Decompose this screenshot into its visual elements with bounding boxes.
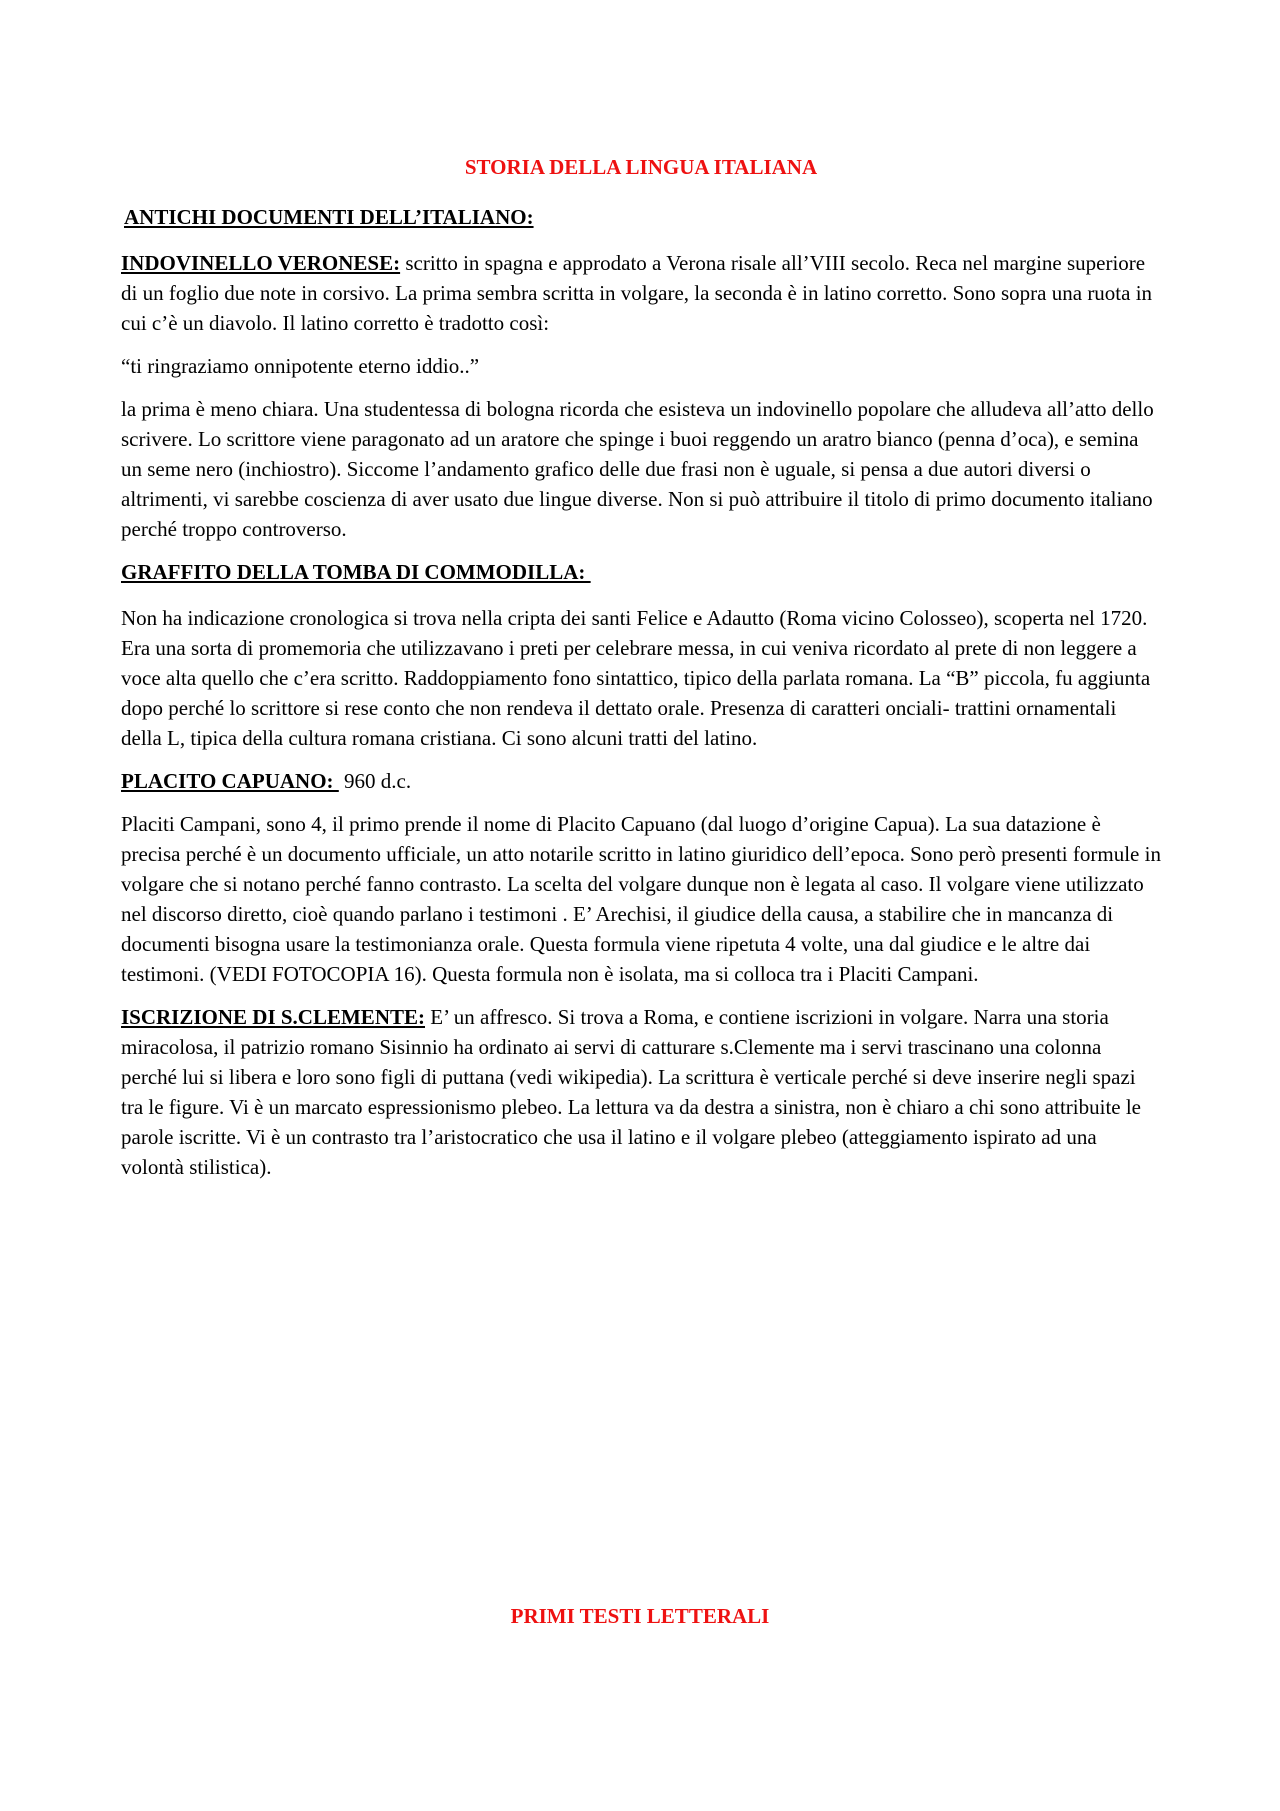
next-section-title: PRIMI TESTI LETTERALI [510, 1604, 770, 1628]
indovinello-paragraph [121, 248, 1161, 338]
indovinello-text: scritto in spagna e approdato a Verona risale all’VIII secolo. Reca nel margine superiore di un foglio due note in corsivo. La prima sembra scritta in volgare, la seconda è in latino corretto. Sono sopra una ruota in cui c’è un diavolo. Il latino corretto è tradotto così: [121, 251, 1153, 335]
placito-date: 960 d.c. [338, 769, 412, 793]
placito-paragraph: Placiti Campani, sono 4, il primo prende il nome di Placito Capuano (dal luogo d’origine Capua). La sua datazione è precisa perché è un documento ufficiale, un atto notarile scritto in latino giuridico dell’epoca. Sono però presenti formule in volgare che si notano perché fanno contrasto. La scelta del volgare dunque non è legata al caso. Il volgare viene utilizzato nel discorso diretto, cioè quando parlano i testimoni . E’ Arechisi, il giudice della causa, a stabilire che in mancanza di documenti bisogna usare la testimonianza orale. Questa formula viene ripetuta 4 volte, una dal giudice e le altre dai testimoni. (VEDI FOTOCOPIA 16). Questa formula non è isolata, ma si colloca tra i Placiti Campani. [121, 812, 1161, 986]
iscrizione-paragraph [121, 1002, 1161, 1182]
placito-label: PLACITO CAPUANO: [121, 769, 339, 793]
graffito-heading: GRAFFITO DELLA TOMBA DI COMMODILLA: [121, 560, 591, 584]
document-title: STORIA DELLA LINGUA ITALIANA [464, 155, 818, 179]
indovinello-quote: “ti ringraziamo onnipotente eterno iddio..” [121, 354, 480, 378]
iscrizione-label: ISCRIZIONE DI S.CLEMENTE: [121, 1005, 425, 1029]
document-body [121, 152, 1161, 1195]
indovinello-label: INDOVINELLO VERONESE: [121, 251, 401, 275]
section-heading: ANTICHI DOCUMENTI DELL’ITALIANO: [124, 205, 534, 229]
graffito-paragraph: Non ha indicazione cronologica si trova nella cripta dei santi Felice e Adautto (Roma vicino Colosseo), scoperta nel 1720. Era una sorta di promemoria che utilizzavano i preti per celebrare messa, in cui veniva ricordato al prete di non leggere a voce alta quello che c’era scritto. Raddoppiamento fono sintattico, tipico della parlata romana. La “B” piccola, fu aggiunta dopo perché lo scrittore si rese conto che non rendeva il dettato orale. Presenza di caratteri onciali- trattini ornamentali della L, tipica della cultura romana cristiana. Ci sono alcuni tratti del latino. [121, 606, 1151, 750]
iscrizione-text: E’ un affresco. Si trova a Roma, e contiene iscrizioni in volgare. Narra una storia miracolosa, il patrizio romano Sisinnio ha ordinato ai servi di catturare s.Clemente ma i servi trascinano una colonna perché lui si libera e loro sono figli di puttana (vedi wikipedia). La scrittura è verticale perché si deve inserire negli spazi tra le figure. Vi è un marcato espressionismo plebeo. La lettura va da destra a sinistra, non è chiaro a chi sono attribuite le parole iscritte. Vi è un contrasto tra l’aristocratico che usa il latino e il volgare plebeo (atteggiamento ispirato ad una volontà stilistica). [121, 1005, 1142, 1179]
placito-heading-line [121, 766, 1161, 796]
indovinello-paragraph-2: la prima è meno chiara. Una studentessa di bologna ricorda che esisteva un indovinello popolare che alludeva all’atto dello scrivere. Lo scrittore viene paragonato ad un aratore che spinge i buoi reggendo un aratro bianco (penna d’oca), e semina un seme nero (inchiostro). Siccome l’andamento grafico delle due frasi non è uguale, si pensa a due autori diversi o altrimenti, vi sarebbe coscienza di aver usato due lingue diverse. Non si può attribuire il titolo di primo documento italiano perché troppo controverso. [121, 397, 1154, 541]
